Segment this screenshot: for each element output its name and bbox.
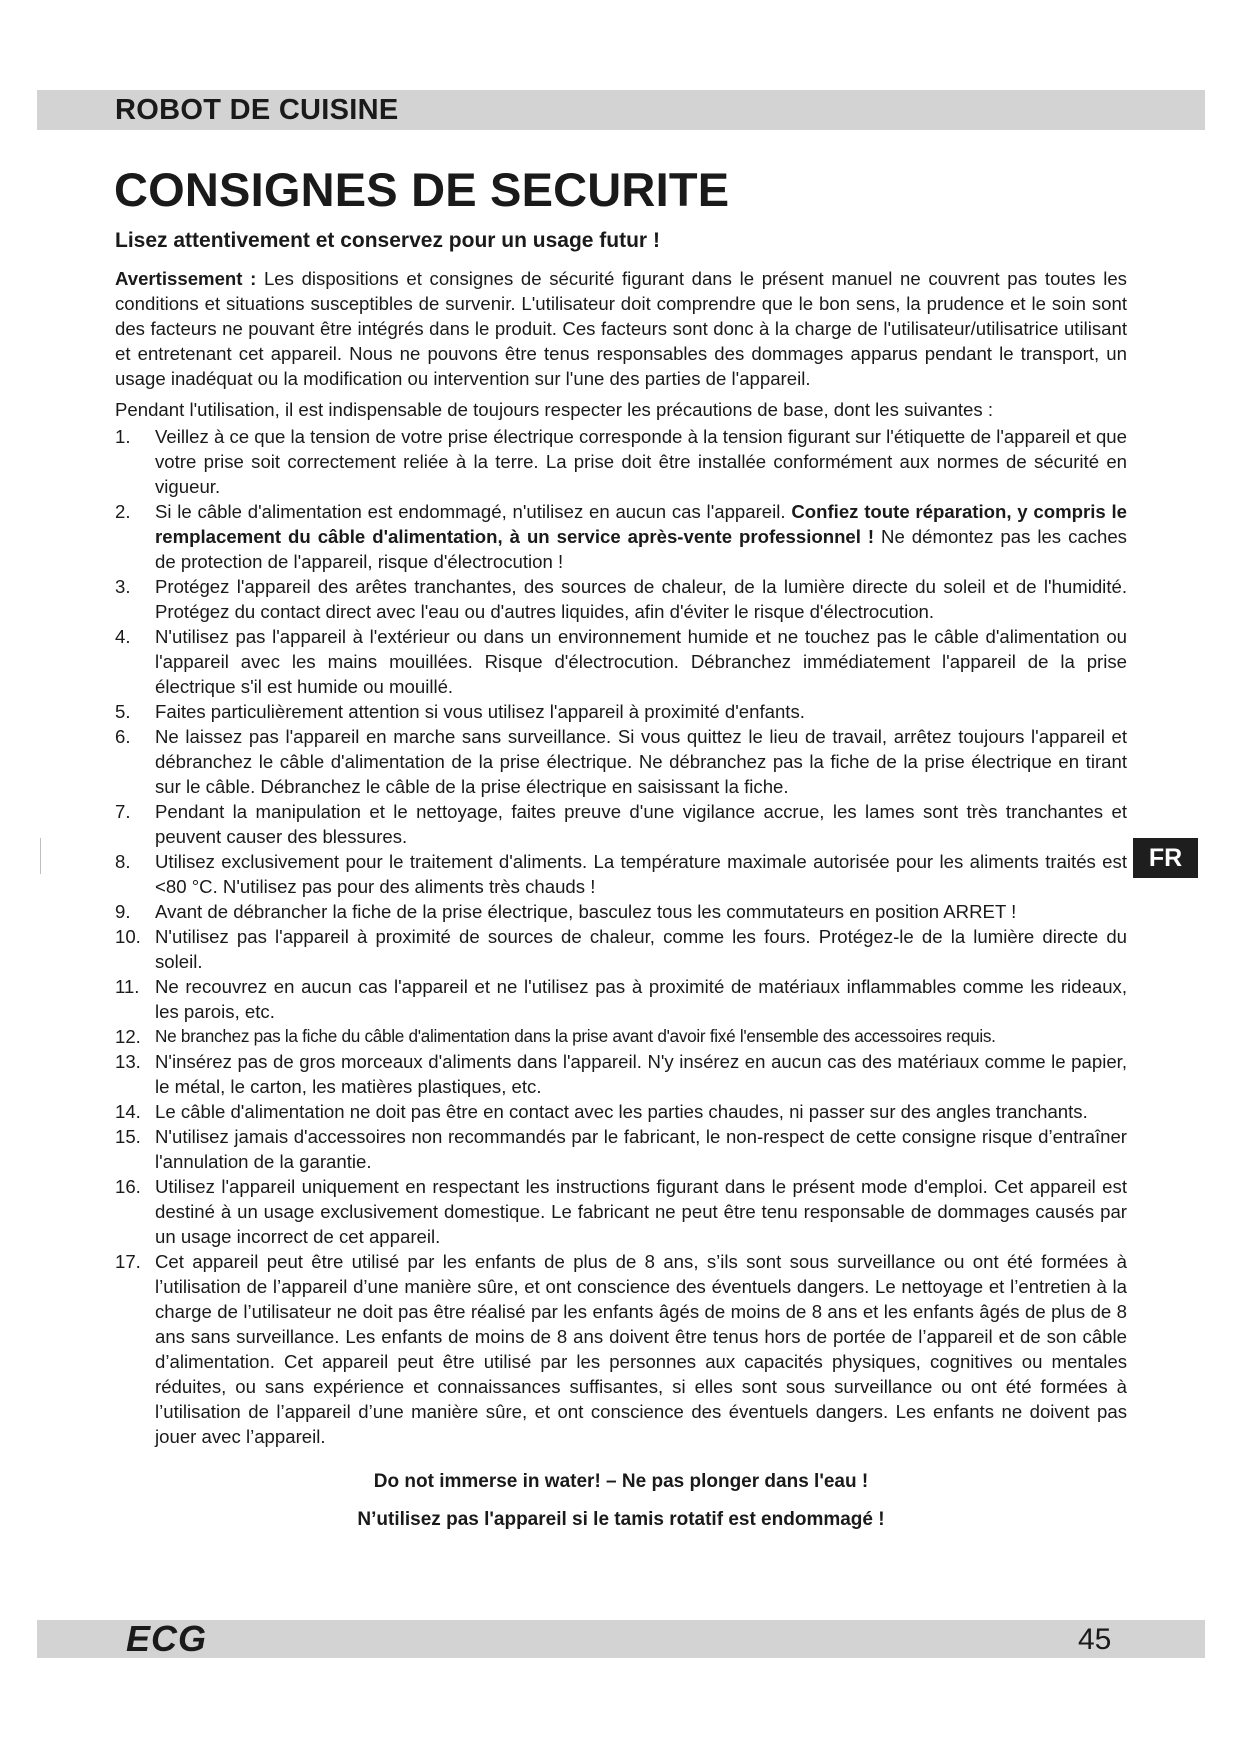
lead-paragraph: Pendant l'utilisation, il est indispensable de toujours respecter les précautions de base, dont les suivantes : — [115, 399, 993, 420]
language-tab-fr: FR — [1133, 838, 1198, 878]
item-text: Utilisez l'appareil uniquement en respectant les instructions figurant dans le présent mode d'emploi. Cet appareil est destiné à un usage exclusivement domestique. Le fabricant ne peut être tenu responsable de dommages causés par un usage incorrect de cet appareil. — [155, 1176, 1127, 1247]
item-number: 13. — [115, 1051, 141, 1072]
item-text: Faites particulièrement attention si vous utilisez l'appareil à proximité d'enfants. — [155, 701, 805, 722]
list-item — [115, 624, 1127, 699]
item-text: N'utilisez jamais d'accessoires non recommandés par le fabricant, le non-respect de cette consigne risque d’entraîner l'annulation de la garantie. — [155, 1126, 1127, 1172]
safety-rules-list — [115, 424, 1127, 1449]
item-number: 2. — [115, 501, 131, 522]
item-number: 1. — [115, 426, 131, 447]
page-title: CONSIGNES DE SECURITE — [114, 163, 730, 216]
item-text: Pendant la manipulation et le nettoyage, faites preuve d'une vigilance accrue, les lames sont très tranchantes et peuvent causer des blessures. — [155, 801, 1127, 847]
list-item — [115, 849, 1127, 899]
item-number: 6. — [115, 726, 131, 747]
item-number: 12. — [115, 1026, 141, 1047]
item-text: Ne laissez pas l'appareil en marche sans surveillance. Si vous quittez le lieu de travail, arrêtez toujours l'appareil et débranchez le câble d'alimentation de la prise électrique. Ne débranchez pas la fiche de la prise électrique en tirant sur le câble. Débranchez le câble de la prise électrique en saisissant la fiche. — [155, 726, 1127, 797]
item-number: 7. — [115, 801, 131, 822]
list-item — [115, 424, 1127, 499]
item-text-pre: Si le câble d'alimentation est endommagé, n'utilisez en aucun cas l'appareil. — [155, 501, 792, 522]
list-item — [115, 724, 1127, 799]
list-item — [115, 924, 1127, 974]
item-text: Cet appareil peut être utilisé par les enfants de plus de 8 ans, s’ils sont sous surveillance ou ont été formées à l’utilisation de l’appareil d’une manière sûre, et ont conscience des éventuels dangers. Le nettoyage et l’entretien à la charge de l’utilisateur ne doit pas être réalisé par les enfants âgés de moins de 8 ans et les enfants âgés de plus de 8 ans sans surveillance. Les enfants de moins de 8 ans doivent être tenus hors de portée de l’appareil et de son câble d’alimentation. Cet appareil peut être utilisé par les personnes aux capacités physiques, cognitives ou mentales réduites, ou sans expérience et connaissances suffisantes, si elles sont sous surveillance ou ont été formées à l’utilisation de l’appareil d’une manière sûre, et ont conscience des éventuels dangers. Les enfants ne doivent pas jouer avec l’appareil. — [155, 1251, 1127, 1447]
immerse-warning: Do not immerse in water! – Ne pas plonger dans l'eau ! — [373, 1471, 869, 1492]
list-item — [115, 1249, 1127, 1449]
warning-paragraph — [115, 266, 1127, 391]
item-number: 5. — [115, 701, 131, 722]
warning-text: Les dispositions et consignes de sécurité figurant dans le présent manuel ne couvrent pas toutes les conditions et situations susceptibles de survenir. L'utilisateur doit comprendre que le bon sens, la prudence et le soin sont des facteurs ne pouvant être intégrés dans le produit. Ces facteurs sont donc à la charge de l'utilisateur/utilisatrice utilisant et entretenant cet appareil. Nous ne pouvons être tenus responsables des dommages apparus pendant le transport, un usage inadéquat ou la modification ou intervention sur l'une des parties de l'appareil. — [115, 268, 1127, 389]
item-text: Le câble d'alimentation ne doit pas être en contact avec les parties chaudes, ni passer sur des angles tranchants. — [155, 1101, 1088, 1122]
warning-label: Avertissement : — [115, 268, 257, 289]
item-number: 14. — [115, 1101, 141, 1122]
list-item — [115, 799, 1127, 849]
item-text: Protégez l'appareil des arêtes tranchantes, des sources de chaleur, de la lumière directe du soleil et de l'humidité. Protégez du contact direct avec l'eau ou d'autres liquides, afin d'éviter le risque d'électrocution. — [155, 576, 1127, 622]
item-text-post: Ne démontez pas les caches de protection de l'appareil, risque d'électrocution ! — [155, 526, 1127, 572]
list-item — [115, 1124, 1127, 1174]
item-number: 8. — [115, 851, 131, 872]
item-text-bold: Confiez toute réparation, y compris le remplacement du câble d'alimentation, à un service après-vente professionnel ! — [155, 501, 1127, 547]
item-text: Ne recouvrez en aucun cas l'appareil et ne l'utilisez pas à proximité de matériaux inflammables comme les rideaux, les parois, etc. — [155, 976, 1127, 1022]
list-item — [115, 1099, 1127, 1124]
list-item — [115, 574, 1127, 624]
footer-band — [37, 1620, 1205, 1658]
list-item — [115, 699, 1127, 724]
page-number: 45 — [1078, 1623, 1112, 1656]
item-text: Utilisez exclusivement pour le traitement d'aliments. La température maximale autorisée pour les aliments traités est <80 °C. N'utilisez pas pour des aliments très chauds ! — [155, 851, 1127, 897]
item-number: 11. — [115, 976, 140, 997]
item-text: N'utilisez pas l'appareil à proximité de sources de chaleur, comme les fours. Protégez-le de la lumière directe du soleil. — [155, 926, 1127, 972]
item-text — [155, 499, 1127, 574]
item-number: 3. — [115, 576, 131, 597]
sieve-warning: N’utilisez pas l'appareil si le tamis rotatif est endommagé ! — [357, 1509, 885, 1530]
brand-logo: ECG — [126, 1618, 208, 1659]
item-number: 16. — [115, 1176, 141, 1197]
item-text: Avant de débrancher la fiche de la prise électrique, basculez tous les commutateurs en position ARRET ! — [155, 901, 1017, 922]
page-subtitle: Lisez attentivement et conservez pour un usage futur ! — [115, 229, 660, 252]
item-number: 17. — [115, 1251, 141, 1272]
item-text: Veillez à ce que la tension de votre prise électrique corresponde à la tension figurant sur l'étiquette de l'appareil et que votre prise soit correctement reliée à la terre. La prise doit être installée conformément aux normes de sécurité en vigueur. — [155, 426, 1127, 497]
item-number: 9. — [115, 901, 131, 922]
list-item — [115, 1049, 1127, 1099]
list-item — [115, 1174, 1127, 1249]
section-header-title: ROBOT DE CUISINE — [115, 94, 399, 126]
list-item — [115, 899, 1127, 924]
margin-mark — [40, 838, 41, 874]
item-number: 10. — [115, 926, 141, 947]
item-number: 15. — [115, 1126, 141, 1147]
list-item — [115, 974, 1127, 1024]
item-number: 4. — [115, 626, 131, 647]
safety-content — [115, 266, 1127, 1539]
item-text: N'utilisez pas l'appareil à l'extérieur ou dans un environnement humide et ne touchez pas le câble d'alimentation ou l'appareil avec les mains mouillées. Risque d'électrocution. Débranchez immédiatement l'appareil de la prise électrique s'il est humide ou mouillé. — [155, 626, 1127, 697]
item-text: N'insérez pas de gros morceaux d'aliments dans l'appareil. N'y insérez en aucun cas des matériaux comme le papier, le métal, le carton, les matières plastiques, etc. — [155, 1051, 1127, 1097]
list-item — [115, 1024, 1127, 1049]
item-text: Ne branchez pas la fiche du câble d'alimentation dans la prise avant d'avoir fixé l'ensemble des accessoires requis. — [155, 1026, 996, 1046]
list-item — [115, 499, 1127, 574]
